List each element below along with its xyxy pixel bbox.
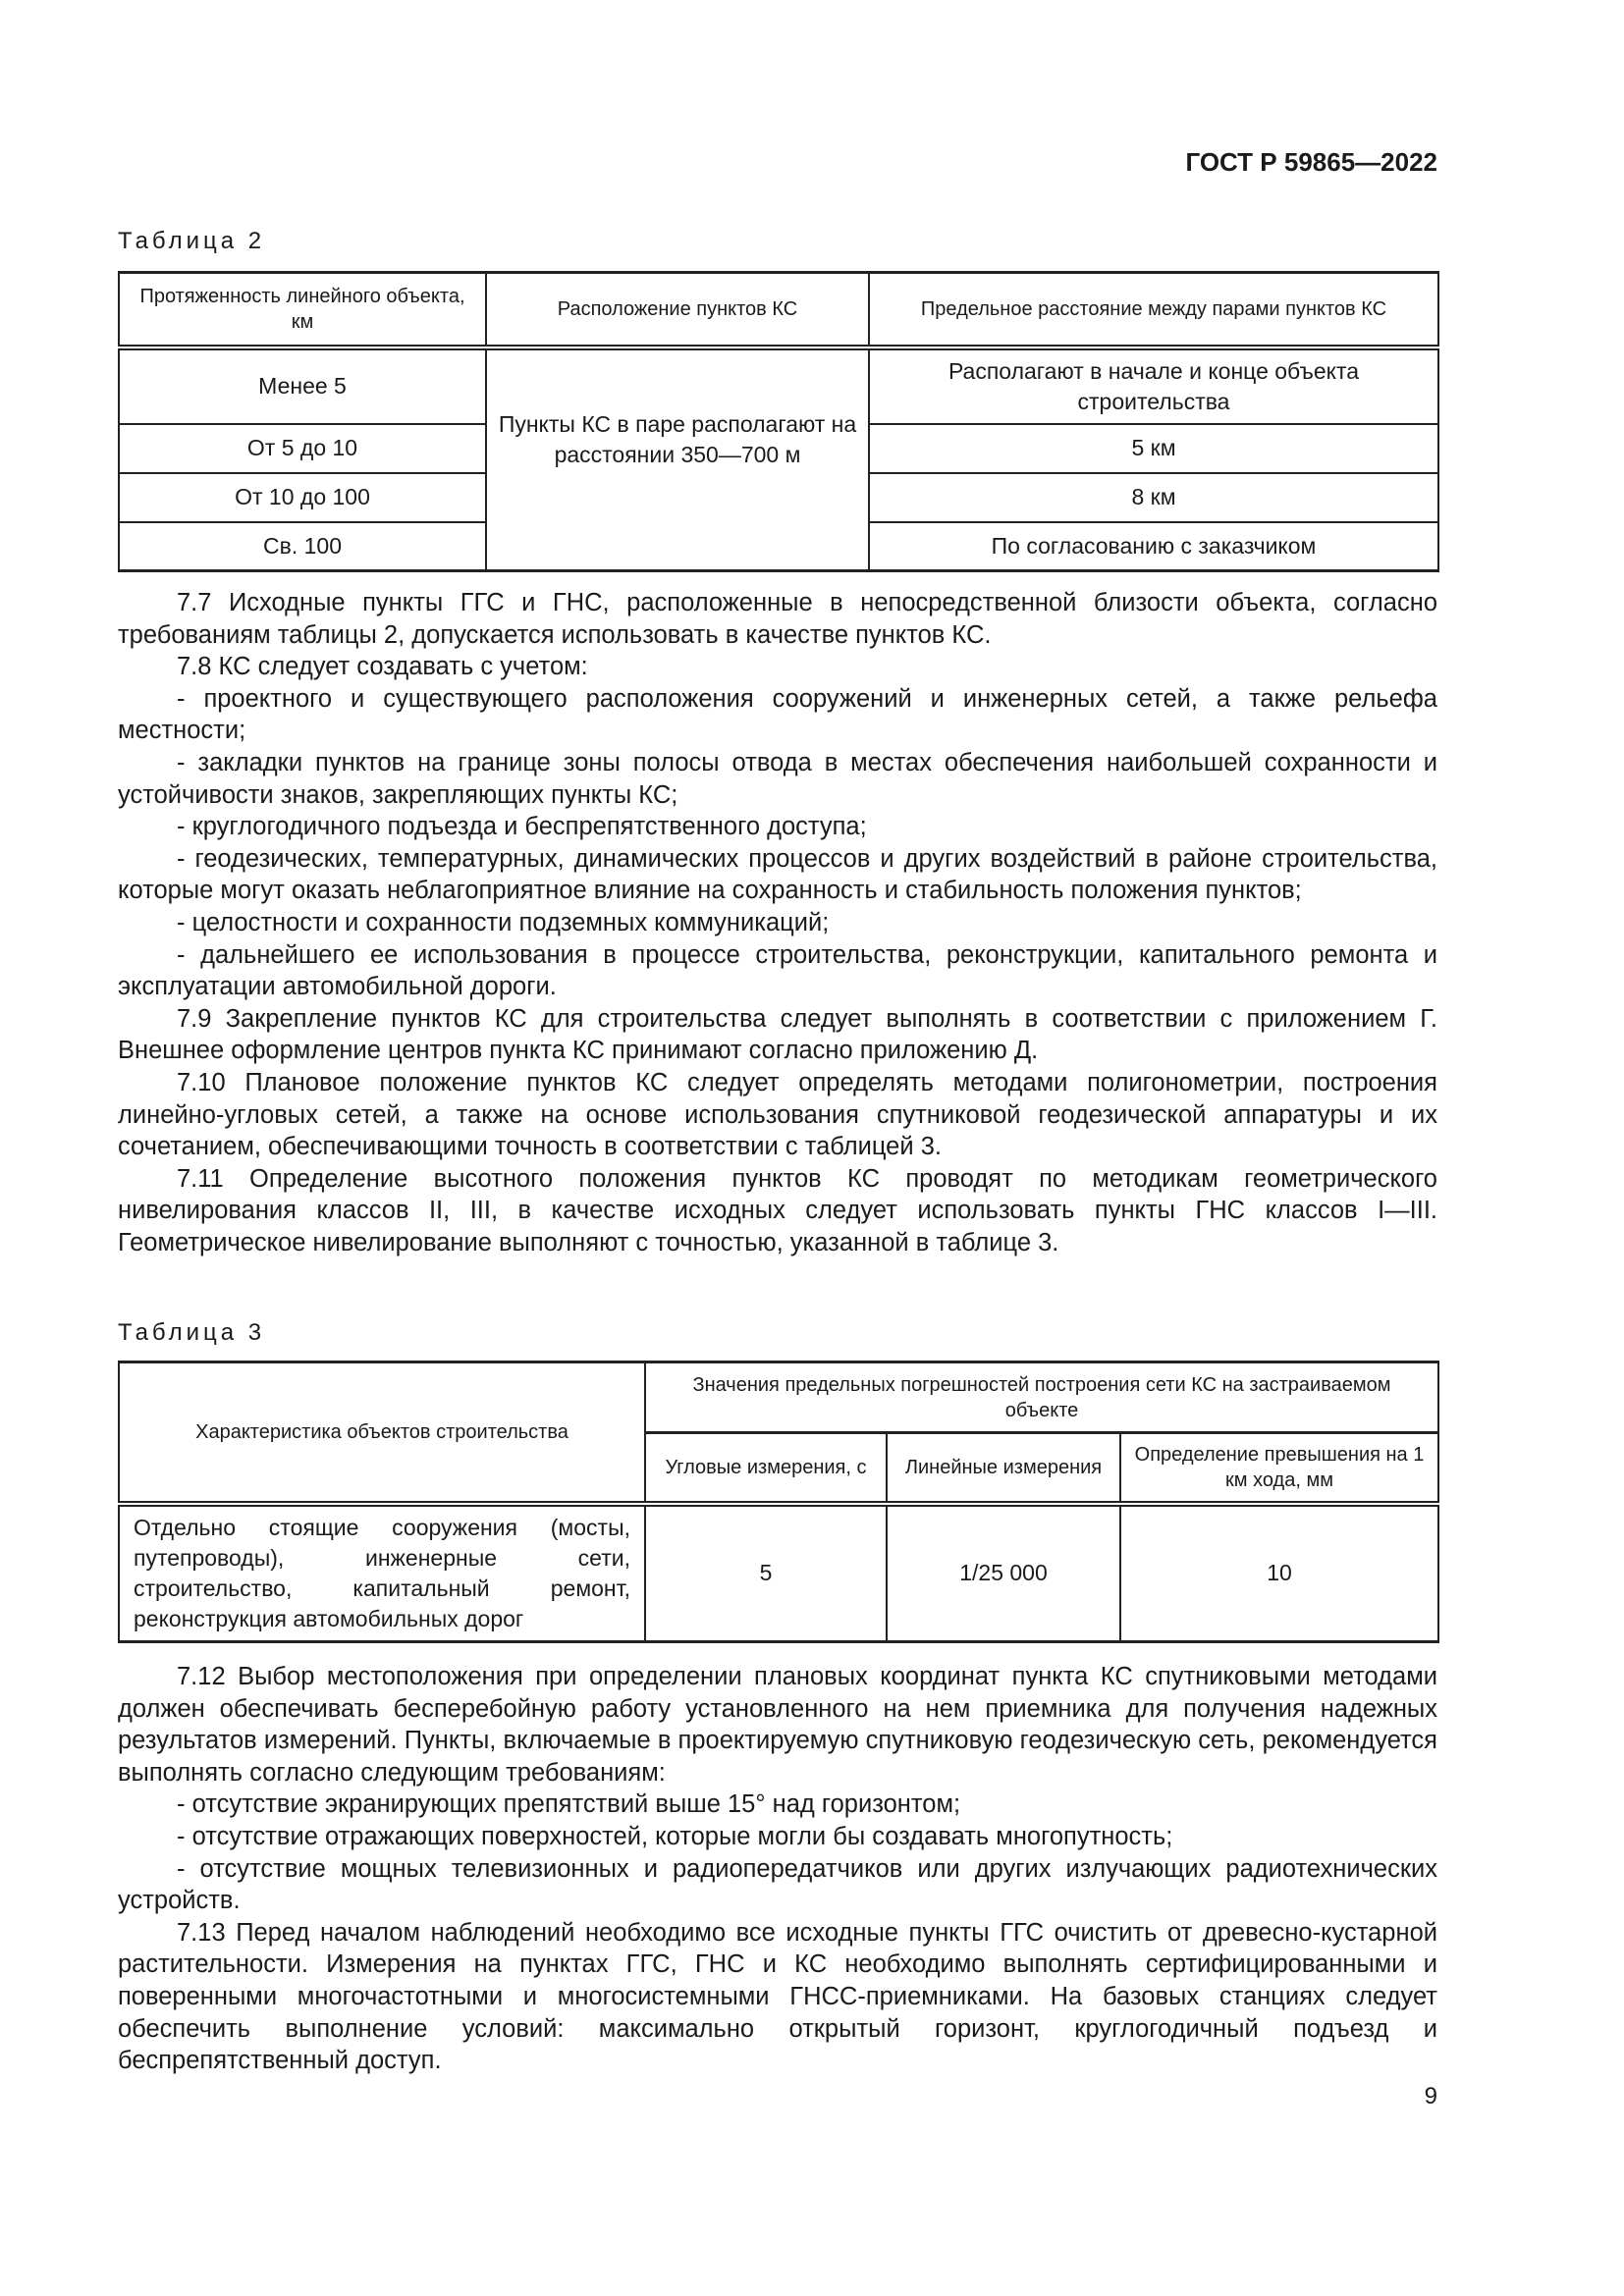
height-cell: 10 [1120,1504,1438,1642]
list-item: - закладки пунктов на границе зоны полосы отвода в местах обеспечения наибольшей сохранности и устойчивости знаков, закрепляющих пункты КС; [118,748,1437,809]
table-2 [118,271,1439,572]
length-cell: От 5 до 10 [119,424,486,473]
paragraph: 7.11 Определение высотного положения пунктов КС проводят по методикам геометрического нивелирования классов II, III, в качестве исходных следует использовать пункты ГНС классов I—III. Геометрическое нивелирование выполняют с точностью, указанной в таблице 3. [118,1164,1437,1256]
distance-cell: 5 км [869,424,1438,473]
paragraph: 7.8 КС следует создавать с учетом: [177,653,588,681]
angular-cell: 5 [645,1504,887,1642]
list-item: - отсутствие мощных телевизионных и радиопередатчиков или других излучающих радиотехнических устройств. [118,1854,1437,1915]
table-2-header-location: Расположение пунктов КС [486,273,869,347]
table-row [119,347,1438,424]
paragraph: 7.7 Исходные пункты ГГС и ГНС, расположенные в непосредственной близости объекта, согласно требованиям таблицы 2, допускается использовать в качестве пунктов КС. [118,589,1437,649]
distance-cell: Располагают в начале и конце объекта строительства [869,347,1438,424]
list-item: - отсутствие отражающих поверхностей, которые могли бы создавать многопутность; [177,1822,1173,1850]
section-7-12-to-7-13 [118,1661,1437,2077]
characteristic-cell: Отдельно стоящие сооружения (мосты, путепроводы), инженерные сети, строительство, капитальный ремонт, реконструкция автомобильных дорог [119,1504,645,1642]
paragraph: 7.10 Плановое положение пунктов КС следует определять методами полигонометрии, построения линейно-угловых сетей, а также на основе использования спутниковой геодезической аппаратуры и их сочетанием, обеспечивающими точность в соответствии с таблицей 3. [118,1068,1437,1161]
length-cell: Менее 5 [119,347,486,424]
list-item: - круглогодичного подъезда и беспрепятственного доступа; [177,813,867,841]
table-2-caption: Таблица 2 [118,228,266,254]
list-item: - отсутствие экранирующих препятствий выше 15° над горизонтом; [177,1790,961,1819]
table-3-subheader-angular: Угловые измерения, с [645,1433,887,1504]
paragraph: 7.9 Закрепление пунктов КС для строительства следует выполнять в соответствии с приложением Г. Внешнее оформление центров пункта КС принимают согласно приложению Д. [118,1004,1437,1065]
table-3-header-characteristic: Характеристика объектов строительства [119,1362,645,1504]
linear-cell: 1/25 000 [887,1504,1120,1642]
list-item: - геодезических, температурных, динамических процессов и других воздействий в районе строительства, которые могут оказать неблагоприятное влияние на сохранность и стабильность положения пунктов; [118,844,1437,905]
list-item: - дальнейшего ее использования в процессе строительства, реконструкции, капитального ремонта и эксплуатации автомобильной дороги. [118,940,1437,1001]
table-2-header-distance: Предельное расстояние между парами пунктов КС [869,273,1438,347]
distance-cell: По согласованию с заказчиком [869,522,1438,571]
distance-cell: 8 км [869,473,1438,522]
table-3-header-group: Значения предельных погрешностей построения сети КС на застраиваемом объекте [645,1362,1438,1433]
paragraph: 7.13 Перед началом наблюдений необходимо все исходные пункты ГГС очистить от древесно-кустарной растительности. Измерения на пунктах ГГС, ГНС и КС необходимо выполнять сертифицированными и поверенными многочастотными и многосистемными ГНСС-приемниками. На базовых станциях следует обеспечить выполнение условий: максимально открытый горизонт, круглогодичный подъезд и беспрепятственный доступ. [118,1918,1437,2075]
section-7-7-to-7-11 [118,587,1437,1258]
length-cell: Св. 100 [119,522,486,571]
paragraph: 7.12 Выбор местоположения при определении плановых координат пункта КС спутниковыми методами должен обеспечивать бесперебойную работу установленного на нем приемника для получения надежных результатов измерений. Пункты, включаемые в проектируемую спутниковую геодезическую сеть, рекомендуется выполнять согласно следующим требованиям: [118,1663,1437,1787]
document-code: ГОСТ Р 59865—2022 [1185,147,1437,177]
list-item: - целостности и сохранности подземных коммуникаций; [177,908,830,936]
table-3-subheader-linear: Линейные измерения [887,1433,1120,1504]
length-cell: От 10 до 100 [119,473,486,522]
location-cell: Пункты КС в паре располагают на расстоянии 350—700 м [486,347,869,571]
table-3-subheader-height: Определение превышения на 1 км хода, мм [1120,1433,1438,1504]
table-2-header-length: Протяженность линейного объекта, км [119,273,486,347]
table-row [119,1504,1438,1642]
table-3 [118,1361,1439,1643]
table-3-caption: Таблица 3 [118,1319,266,1346]
list-item: - проектного и существующего расположения сооружений и инженерных сетей, а также рельефа местности; [118,684,1437,745]
page-number: 9 [1424,2083,1437,2109]
